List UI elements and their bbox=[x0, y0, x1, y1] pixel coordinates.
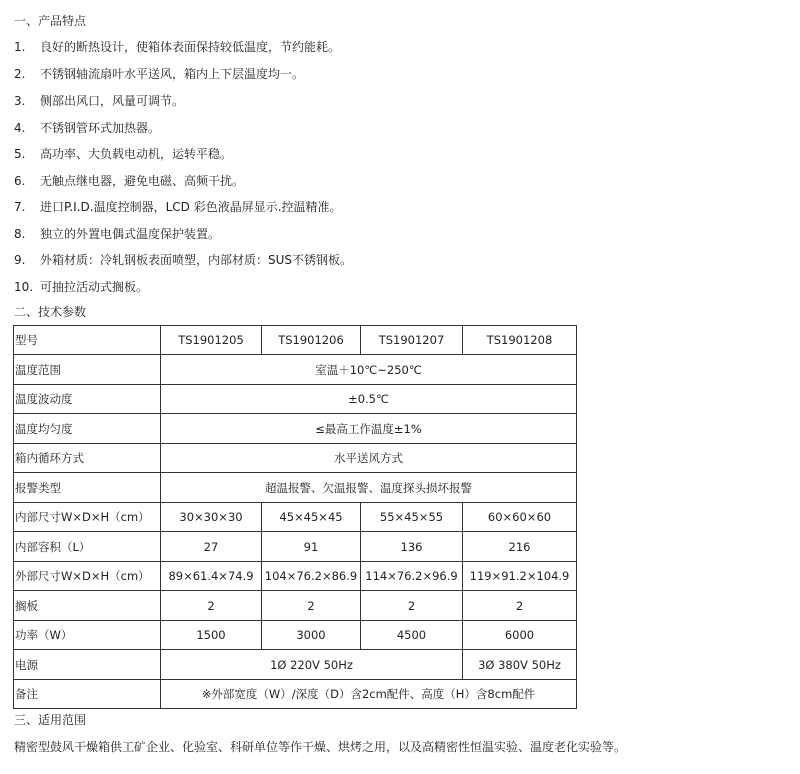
volume-cell: 136 bbox=[361, 532, 463, 562]
feature-item bbox=[14, 171, 244, 191]
row-label: 备注 bbox=[14, 680, 161, 709]
volume-cell: 216 bbox=[463, 532, 577, 562]
model-cell: TS1901207 bbox=[361, 326, 463, 355]
feature-number: 4. bbox=[14, 121, 26, 135]
table-row bbox=[14, 385, 577, 414]
power-cell: 3000 bbox=[262, 621, 361, 650]
uniformity-value: ≤最高工作温度±1% bbox=[161, 414, 577, 444]
feature-text: 不锈钢管环式加热器。 bbox=[40, 121, 161, 135]
feature-text: 可抽拉活动式搁板。 bbox=[40, 280, 149, 294]
feature-item bbox=[14, 197, 342, 217]
feature-item bbox=[14, 144, 232, 164]
table-row bbox=[14, 591, 577, 621]
inner-size-cell: 30×30×30 bbox=[161, 503, 262, 532]
feature-item bbox=[14, 64, 304, 84]
table-row bbox=[14, 355, 577, 385]
model-cell: TS1901206 bbox=[262, 326, 361, 355]
table-row bbox=[14, 680, 577, 709]
feature-text: 侧部出风口，风量可调节。 bbox=[40, 94, 185, 108]
alarm-value: 超温报警、欠温报警、温度探头损坏报警 bbox=[161, 473, 577, 503]
volume-cell: 27 bbox=[161, 532, 262, 562]
power-cell: 6000 bbox=[463, 621, 577, 650]
feature-text: 良好的断热设计，使箱体表面保持较低温度，节约能耗。 bbox=[40, 40, 341, 54]
table-row bbox=[14, 650, 577, 680]
inner-size-cell: 55×45×55 bbox=[361, 503, 463, 532]
feature-item bbox=[14, 277, 148, 297]
row-label: 型号 bbox=[14, 326, 161, 355]
feature-number: 10. bbox=[14, 280, 34, 294]
feature-item bbox=[14, 250, 352, 270]
shelf-cell: 2 bbox=[161, 591, 262, 621]
power-cell: 1500 bbox=[161, 621, 262, 650]
fluctuation-value: ±0.5℃ bbox=[161, 385, 577, 414]
row-label: 搁板 bbox=[14, 591, 161, 621]
table-row bbox=[14, 532, 577, 562]
row-label: 温度波动度 bbox=[14, 385, 161, 414]
volume-cell: 91 bbox=[262, 532, 361, 562]
table-row bbox=[14, 414, 577, 444]
outer-size-cell: 104×76.2×86.9 bbox=[262, 562, 361, 591]
table-row bbox=[14, 621, 577, 650]
model-cell: TS1901205 bbox=[161, 326, 262, 355]
feature-item bbox=[14, 118, 160, 138]
application-text: 精密型鼓风干燥箱供工矿企业、化验室、科研单位等作干燥、烘烤之用，以及高精密性恒温实验、温度老化实验等。 bbox=[14, 740, 627, 754]
feature-item bbox=[14, 37, 340, 57]
shelf-cell: 2 bbox=[463, 591, 577, 621]
remark-value: ※外部宽度（W）/深度（D）含2cm配件、高度（H）含8cm配件 bbox=[161, 680, 577, 709]
row-label: 报警类型 bbox=[14, 473, 161, 503]
feature-number: 5. bbox=[14, 147, 26, 161]
feature-item bbox=[14, 224, 220, 244]
row-label: 内部尺寸W×D×H（cm） bbox=[14, 503, 161, 532]
feature-number: 1. bbox=[14, 40, 26, 54]
row-label: 内部容积（L） bbox=[14, 532, 161, 562]
supply-single-phase: 1Ø 220V 50Hz bbox=[161, 650, 463, 680]
power-cell: 4500 bbox=[361, 621, 463, 650]
row-label: 箱内循环方式 bbox=[14, 444, 161, 473]
row-label: 温度范围 bbox=[14, 355, 161, 385]
feature-number: 2. bbox=[14, 67, 26, 81]
circulation-value: 水平送风方式 bbox=[161, 444, 577, 473]
outer-size-cell: 119×91.2×104.9 bbox=[463, 562, 577, 591]
row-label: 外部尺寸W×D×H（cm） bbox=[14, 562, 161, 591]
outer-size-cell: 89×61.4×74.9 bbox=[161, 562, 262, 591]
spec-table bbox=[13, 325, 577, 709]
model-cell: TS1901208 bbox=[463, 326, 577, 355]
feature-number: 7. bbox=[14, 200, 26, 214]
feature-number: 8. bbox=[14, 227, 26, 241]
application-heading: 三、适用范围 bbox=[14, 713, 87, 727]
feature-text: 进口P.I.D.温度控制器，LCD 彩色液晶屏显示.控温精准。 bbox=[40, 200, 342, 214]
feature-number: 6. bbox=[14, 174, 26, 188]
table-row bbox=[14, 562, 577, 591]
table-row bbox=[14, 444, 577, 473]
row-label: 功率（W） bbox=[14, 621, 161, 650]
supply-three-phase: 3Ø 380V 50Hz bbox=[463, 650, 577, 680]
row-label: 温度均匀度 bbox=[14, 414, 161, 444]
table-row bbox=[14, 503, 577, 532]
specs-heading: 二、技术参数 bbox=[14, 305, 87, 319]
table-row bbox=[14, 473, 577, 503]
temp-range-value: 室温＋10℃~250℃ bbox=[161, 355, 577, 385]
inner-size-cell: 60×60×60 bbox=[463, 503, 577, 532]
feature-text: 不锈钢轴流扇叶水平送风，箱内上下层温度均一。 bbox=[40, 67, 305, 81]
feature-number: 9. bbox=[14, 253, 26, 267]
shelf-cell: 2 bbox=[262, 591, 361, 621]
features-heading: 一、产品特点 bbox=[14, 14, 87, 28]
table-row bbox=[14, 326, 577, 355]
feature-text: 高功率、大负载电动机，运转平稳。 bbox=[40, 147, 233, 161]
feature-item bbox=[14, 91, 184, 111]
shelf-cell: 2 bbox=[361, 591, 463, 621]
row-label: 电源 bbox=[14, 650, 161, 680]
feature-text: 外箱材质：冷轧钢板表面喷塑，内部材质：SUS不锈钢板。 bbox=[40, 253, 353, 267]
outer-size-cell: 114×76.2×96.9 bbox=[361, 562, 463, 591]
inner-size-cell: 45×45×45 bbox=[262, 503, 361, 532]
feature-text: 独立的外置电偶式温度保护装置。 bbox=[40, 227, 221, 241]
feature-text: 无触点继电器，避免电磁、高频干扰。 bbox=[40, 174, 245, 188]
feature-number: 3. bbox=[14, 94, 26, 108]
